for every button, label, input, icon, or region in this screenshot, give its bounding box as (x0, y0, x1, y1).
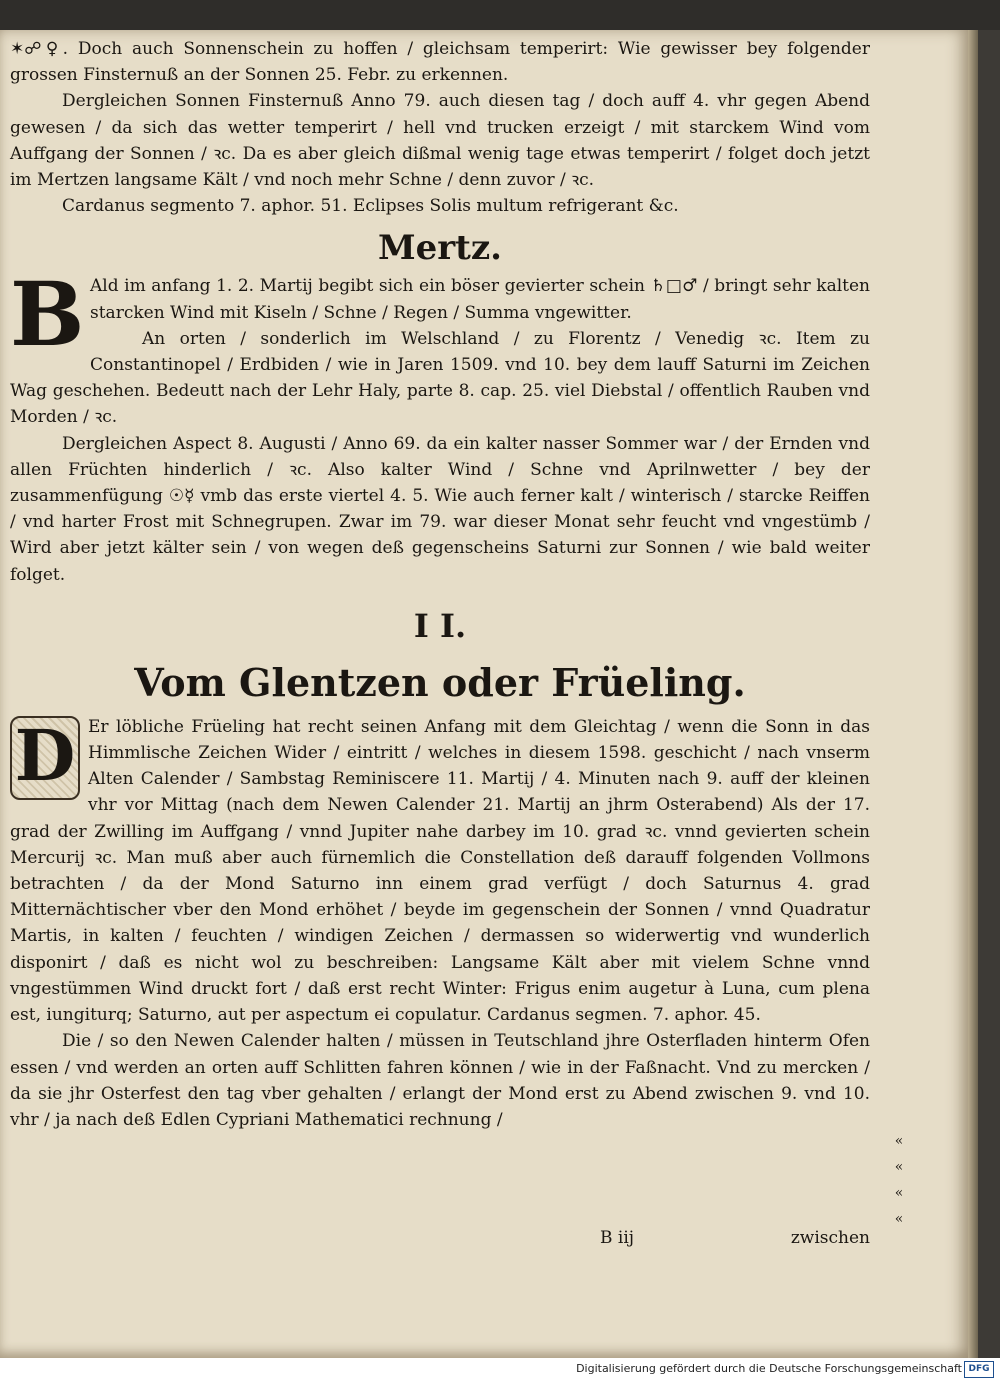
margin-mark: « (894, 1159, 904, 1175)
page-text (10, 36, 870, 1133)
fruehling-text-1: Er löbliche Früeling hat recht seinen Anfang mit dem Gleichtag / wenn die Sonn in das Himmlische Zeichen Wider / eintritt / welches in diesem 1598. geschicht / nach vnserm Alten Calender / Sambstag Reminiscere 11. Martij / 4. Minuten nach 9. auff der kleinen vhr vor Mittag (nach dem Newen Calender 21. Martij an jhrm Osterabend) Als der 17. grad der Zwilling im Auffgang / vnnd Jupiter nahe darbey im 10. grad ꝛc. vnnd gevierten schein Mercurij ꝛc. Man muß aber auch fürnemlich die Constellation deß darauff folgenden Vollmons betrachten / da der Mond Saturno inn einem grad verfügt / doch Saturnus 4. grad Mitternächtischer vber den Mond erhöhet / beyde im gegenschein der Sonnen / vnnd Quadratur Martis, in kalten / feuchten / windigen Zeichen / dermassen so widerwertig vnd wunderlich disponirt / daß es nicht wol zu beschreiben: Langsame Kält aber mit vielem Schne vnnd vngestümmen Wind druckt fort / daß erst recht Winter: Frigus enim augetur à Luna, cum plena est, iungiturq; Saturno, aut per aspectum ei copulatur. Cardanus segmen. 7. aphor. 45. (10, 716, 870, 1026)
marginal-quotes (884, 1128, 914, 1232)
section-number: I I. (413, 606, 467, 645)
dfg-logo: DFG (964, 1361, 994, 1378)
paragraph-mertz-3: Dergleichen Aspect 8. Augusti / Anno 69. da ein kalter nasser Sommer war / der Ernden vnd allen Früchten hinderlich / ꝛc. Also kalter Wind / Schne vnd Aprilnwetter / bey der zusammenfügung ☉☿ vmb das erste viertel 4. 5. Wie auch ferner kalt / winterisch / starcke Reiffen / vnd harter Frost mit Schnegrupen. Zwar im 79. war dieser Monat sehr feucht vnd vngestümb / Wird aber jetzt kälter sein / von wegen deß gegenscheins Saturni zur Sonnen / wie bald weiter folget. (10, 433, 870, 585)
margin-mark: « (894, 1185, 904, 1201)
paragraph-mertz-1 (10, 262, 870, 367)
paragraph-eclipse: Dergleichen Sonnen Finsternuß Anno 79. auch diesen tag / doch auff 4. vhr gegen Abend gewesen / da sich das wetter temperirt / hell vnd trucken erzeigt / mit starckem Wind vom Auffgang der Sonnen / ꝛc. Da es aber gleich dißmal wenig tage etwas temperirt / folget doch jetzt im Mertzen langsame Kält / vnd noch mehr Schne / denn zuvor / ꝛc. (10, 91, 870, 191)
heading-mertz: Mertz. (377, 228, 503, 269)
paragraph-mertz-2: An orten / sonderlich im Welschland / zu Florentz / Venedig ꝛc. Item zu Constantinopel / Erdbiden / wie in Jaren 1509. vnd 10. bey dem lauff Saturni im Zeichen Wag geschehen. Bedeutt nach der Lehr Haly, parte 8. cap. 25. viel Diebstal / offentlich Rauben vnd Morden / ꝛc. (10, 328, 870, 428)
margin-mark: « (894, 1211, 904, 1227)
dropcap-b: B (10, 262, 85, 367)
page-edge (968, 30, 978, 1358)
dropcap-d: D (10, 716, 80, 800)
scan-top-border (0, 0, 1000, 30)
funding-credit: Digitalisierung gefördert durch die Deutsche Forschungsgemeinschaft (576, 1362, 962, 1375)
paragraph-intro: ✶☍♀. Doch auch Sonnenschein zu hoffen / gleichsam temperirt: Wie gewisser bey folgender grossen Finsternuß an der Sonnen 25. Febr. zu erkennen. (10, 39, 870, 86)
chapter-title: Vom Glentzen oder Früeling. (134, 659, 746, 705)
signature-line (10, 1228, 870, 1254)
margin-mark: « (894, 1133, 904, 1149)
paragraph-fruehling-2: Die / so den Newen Calender halten / müssen in Teutschland jhre Osterfladen hinterm Ofen essen / vnd werden an orten auff Schlitten fahren können / wie in der Faßnacht. Vnd zu mercken / da sie jhr Osterfest den tag vber gehalten / erlangt der Mond erst zu Abend zwischen 9. vnd 10. vhr / ja nach deß Edlen Cypriani Mathematici rechnung / (10, 1031, 870, 1130)
mertz-text-1: Ald im anfang 1. 2. Martij begibt sich ein böser gevierter schein ♄□♂ / bringt sehr kalten starcken Wind mit Kiseln / Schne / Regen / Summa vngewitter. (90, 276, 870, 323)
paragraph-fruehling-1 (10, 714, 870, 1028)
catchword: zwischen (790, 1228, 870, 1248)
paragraph-cardanus: Cardanus segmento 7. aphor. 51. Eclipses Solis multum refrigerant &c. (62, 196, 679, 217)
signature-mark: B iij (600, 1228, 635, 1248)
footer-band (0, 1358, 1000, 1381)
